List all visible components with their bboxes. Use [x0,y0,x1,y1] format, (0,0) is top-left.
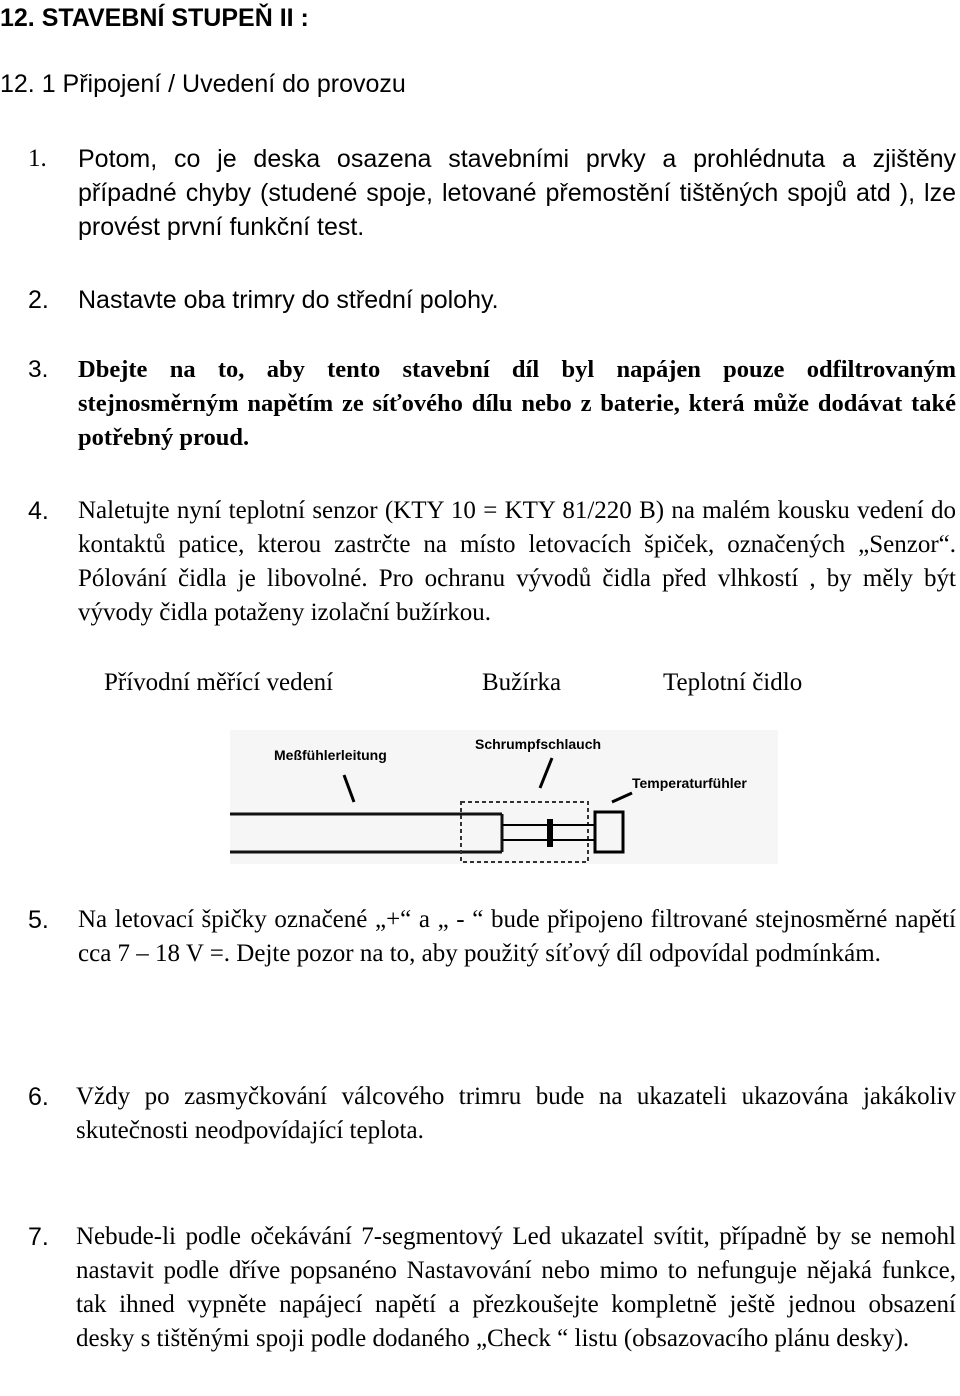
item-text: Nastavte oba trimry do střední polohy. [78,286,499,314]
caption-lead: Přívodní měřící vedení [104,669,334,696]
list-item-7 [28,1220,956,1356]
item-number: 5. [28,906,49,934]
item-text: Nebude-li podle očekávání 7-segmentový Led ukazatel svítit, případně by se nemohl nastavit podle dříve popsanéno Nastavování nebo mimo to nefunguje nějaká funkce, tak ihned vypněte napájecí napětí a přezkoušejte kompletně ještě jednou obsazení desky s tištěnými spoji podle dodaného „Check “ listu (obsazovacího plánu desky). [76,1223,956,1352]
caption-sensor: Teplotní čidlo [663,669,803,696]
item-number: 1. [28,145,47,172]
list-item-6 [28,1080,956,1148]
item-number: 2. [28,286,49,314]
list-item-1 [28,142,956,244]
lead-label: Meßfühlerleitung [274,747,387,763]
list-item-5 [28,903,956,971]
list-item-2 [28,283,956,317]
page-heading: 12. STAVEBNÍ STUPEŇ II : [0,4,309,32]
solder-joint [547,819,553,847]
item-number: 4. [28,497,49,525]
section-heading: 12. 1 Připojení / Uvedení do provozu [0,70,406,98]
sensor-label: Temperaturfühler [632,775,747,791]
item-text: Naletujte nyní teplotní senzor (KTY 10 = KTY 81/220 B) na malém kousku vedení do kontaktů patice, kterou zastrčte na místo letovacích špiček, označených „Senzor“. Pólování čidla je libovolné. Pro ochranu vývodů čidla před vlhkostí , by měly být vývody čidla potaženy izolační bužírkou. [78,497,956,626]
item-text: Na letovací špičky označené „+“ a „ - “ bude připojeno filtrované stejnosměrné napětí cca 7 – 18 V =. Dejte pozor na to, aby použitý síťový díl odpovídal podmínkám. [78,906,956,967]
item-number: 7. [28,1223,49,1251]
item-number: 3. [28,356,49,383]
item-text: Potom, co je deska osazena stavebními prvky a prohlédnuta a zjištěny případné chyby (studené spoje, letované přemostění tištěných spojů atd ), lze provést první funkční test. [78,145,956,241]
item-text: Vždy po zasmyčkování válcového trimru bude na ukazateli ukazována jakákoliv skutečnosti neodpovídající teplota. [76,1083,956,1144]
sleeve-label: Schrumpfschlauch [475,736,602,752]
item-text: Dbejte na to, aby tento stavební díl byl napájen pouze odfiltrovaným stejnosměrným napětím ze síťového dílu nebo z baterie, která může dodávat také potřebný proud. [78,356,956,451]
item-number: 6. [28,1083,49,1111]
list-item-4 [28,494,956,630]
sensor-diagram [230,730,778,864]
caption-sleeve: Bužírka [482,669,562,696]
list-item-3 [28,353,956,455]
